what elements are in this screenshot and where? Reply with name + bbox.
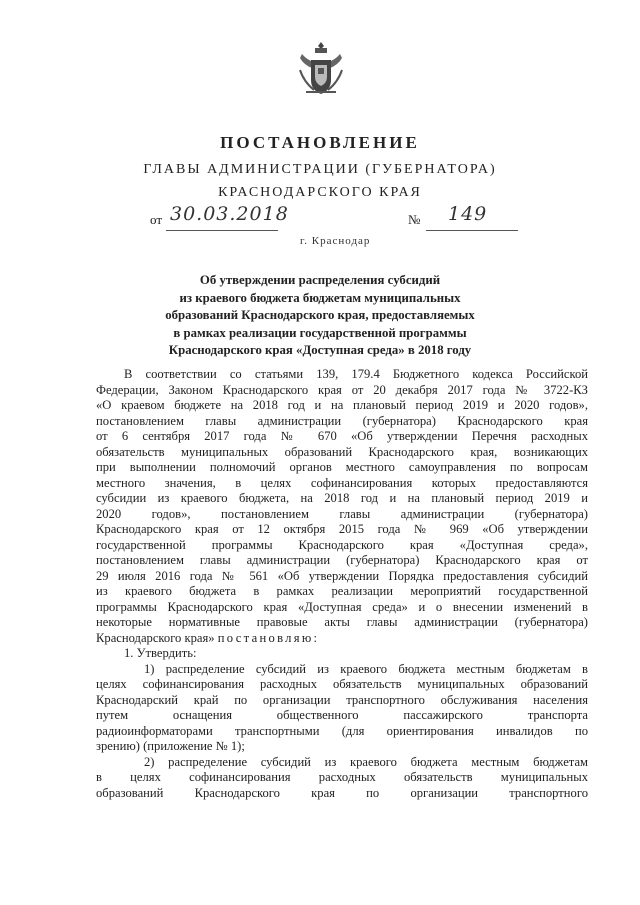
body-line: 29 июля 2016 года № 561 «Об утверждении Порядка предоставления субсидий bbox=[96, 568, 588, 583]
date-prefix: от bbox=[150, 212, 163, 227]
body-line: программы Краснодарского края «Доступная среда» и о внесении изменений в bbox=[96, 599, 588, 614]
city-label: г. Краснодар bbox=[300, 235, 371, 247]
decree-prefix: Краснодарского края» bbox=[96, 630, 215, 645]
item-1-1-line: зрению) (приложение № 1); bbox=[96, 739, 245, 753]
coat-of-arms-icon bbox=[296, 40, 346, 98]
body-line: постановлением главы администрации (губернатора) Краснодарского края от bbox=[96, 553, 588, 567]
item-1-2-line: образований Краснодарского края по организации транспортного bbox=[96, 785, 588, 800]
body-line: 2020 годов», постановлением главы администрации (губернатора) bbox=[96, 506, 588, 521]
item-1-1-line: путем оснащения общественного пассажирского транспорта bbox=[96, 708, 588, 722]
body-line: местного значения, в целях софинансирования которых предоставляются bbox=[96, 475, 588, 490]
title-line: образований Краснодарского края, предоставляемых bbox=[165, 308, 475, 322]
title-line: Краснодарского края «Доступная среда» в 2018 году bbox=[168, 343, 472, 357]
decree-clause bbox=[96, 631, 588, 647]
decree-body bbox=[96, 367, 588, 801]
item-1-1-line: целях софинансирования расходных обязательств муниципальных образований bbox=[96, 677, 588, 691]
number-prefix: № bbox=[408, 212, 421, 227]
body-line: из краевого бюджета в рамках реализации мероприятий государственной bbox=[96, 584, 588, 598]
item-1-1-line: радиоинформаторами транспортными (для ориентирования инвалидов по bbox=[96, 723, 588, 738]
body-line: обязательств муниципальных образований Краснодарского края, возникающих bbox=[96, 444, 588, 459]
body-line: от 6 сентября 2017 года № 670 «Об утверждении Перечня расходных bbox=[96, 429, 588, 443]
item-1: 1. Утвердить: bbox=[124, 646, 197, 660]
title-line: из краевого бюджета бюджетам муниципальных bbox=[179, 290, 461, 305]
handwritten-date: 30.03.2018 bbox=[170, 203, 289, 225]
document-type-heading: ПОСТАНОВЛЕНИЕ bbox=[220, 133, 420, 152]
body-line: при выполнении полномочий органов местного самоуправления по вопросам bbox=[96, 460, 588, 474]
issuer-heading: ГЛАВЫ АДМИНИСТРАЦИИ (ГУБЕРНАТОРА) bbox=[143, 162, 497, 177]
body-line: «О краевом бюджете на 2018 год и на плановый период 2019 и 2020 годов», bbox=[96, 398, 588, 412]
body-line: некоторые нормативные правовые акты главы администрации (губернатора) bbox=[96, 615, 588, 629]
body-line: субсидии из краевого бюджета, на 2018 год и на плановый период 2019 и bbox=[96, 491, 588, 505]
item-1-2-line: в целях софинансирования расходных обязательств муниципальных bbox=[96, 770, 588, 784]
handwritten-number: 149 bbox=[448, 203, 488, 225]
item-1-2-line: 2) распределение субсидий из краевого бюджета местным бюджетам bbox=[144, 754, 588, 769]
body-line: В соответствии со статьями 139, 179.4 Бюджетного кодекса Российской bbox=[124, 367, 588, 381]
item-1-1-line: 1) распределение субсидий из краевого бюджета местным бюджетам в bbox=[144, 661, 588, 676]
body-line: постановлением главы администрации (губернатора) Краснодарского края bbox=[96, 413, 588, 428]
region-heading: КРАСНОДАРСКОГО КРАЯ bbox=[218, 185, 422, 200]
body-line: Краснодарского края от 12 октября 2015 года № 969 «Об утверждении bbox=[96, 522, 588, 536]
body-line: государственной программы Краснодарского края «Доступная среда», bbox=[96, 537, 588, 552]
title-line: в рамках реализации государственной программы bbox=[173, 325, 467, 340]
item-1-1-line: Краснодарский край по организации транспортного обслуживания населения bbox=[96, 692, 588, 707]
body-line: Федерации, Законом Краснодарского края от 20 декабря 2017 года № 3722-КЗ bbox=[96, 382, 588, 397]
decree-word: постановляю: bbox=[217, 630, 320, 645]
title-line: Об утверждении распределения субсидий bbox=[199, 273, 441, 287]
decree-title bbox=[120, 272, 520, 360]
